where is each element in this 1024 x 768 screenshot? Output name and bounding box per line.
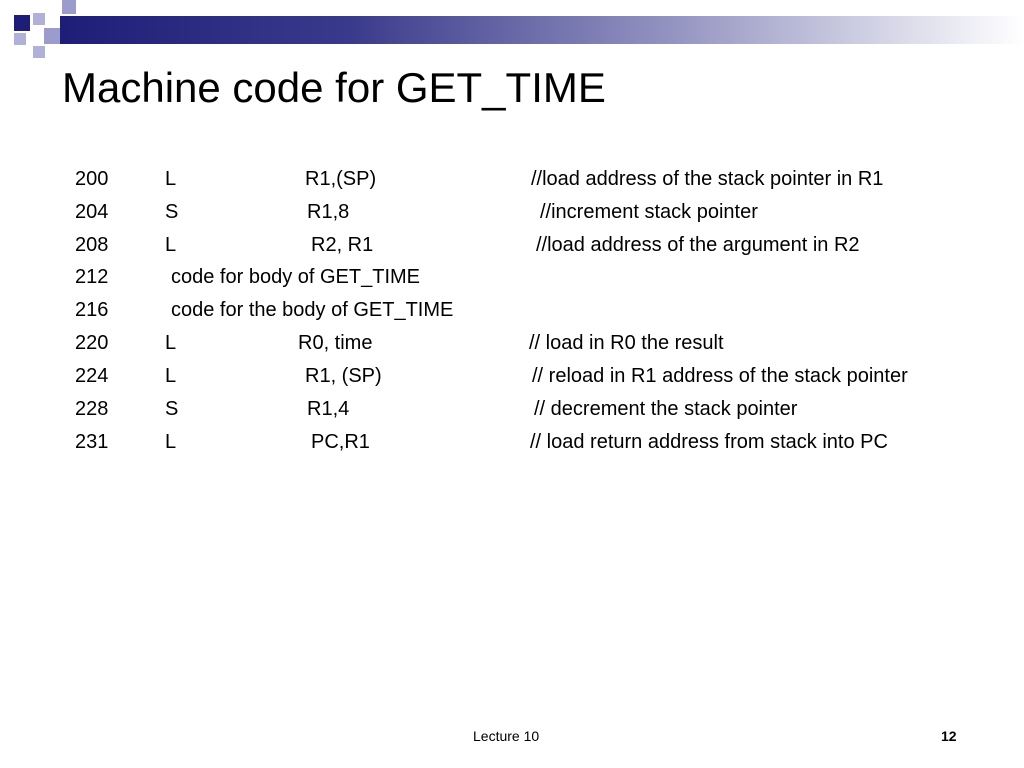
code-operands: R1,4 bbox=[307, 398, 350, 420]
code-operands: R0, time bbox=[298, 332, 373, 354]
code-comment: // load in R0 the result bbox=[529, 332, 724, 354]
code-operands: R1, (SP) bbox=[305, 365, 382, 387]
code-operands: PC,R1 bbox=[311, 431, 370, 453]
decor-square-light-3 bbox=[14, 33, 26, 45]
code-operands: R1,(SP) bbox=[305, 168, 377, 190]
code-address: 228 bbox=[75, 398, 109, 420]
code-opcode: S bbox=[165, 201, 179, 223]
decor-square-light-5 bbox=[33, 46, 45, 58]
code-address: 208 bbox=[75, 234, 109, 256]
decor-square-light-2 bbox=[62, 0, 76, 14]
header-gradient-bar bbox=[60, 16, 1024, 44]
code-body-text: code for body of GET_TIME bbox=[171, 266, 420, 288]
code-comment: // decrement the stack pointer bbox=[534, 398, 798, 420]
code-operands: R2, R1 bbox=[311, 234, 374, 256]
code-opcode: L bbox=[165, 365, 177, 387]
code-opcode: L bbox=[165, 168, 177, 190]
code-comment: // reload in R1 address of the stack pointer bbox=[532, 365, 908, 387]
code-address: 231 bbox=[75, 431, 109, 453]
decor-square-light-1 bbox=[33, 13, 45, 25]
decor-square-light-4 bbox=[44, 28, 60, 44]
code-opcode: S bbox=[165, 398, 179, 420]
page-number: 12 bbox=[941, 728, 957, 744]
code-address: 204 bbox=[75, 201, 109, 223]
code-address: 224 bbox=[75, 365, 109, 387]
code-address: 200 bbox=[75, 168, 109, 190]
decor-square-dark-1 bbox=[14, 15, 30, 31]
code-comment: //increment stack pointer bbox=[540, 201, 758, 223]
code-comment: // load return address from stack into PC bbox=[530, 431, 888, 453]
code-opcode: L bbox=[165, 431, 177, 453]
code-address: 216 bbox=[75, 299, 109, 321]
footer-lecture-label: Lecture 10 bbox=[473, 728, 540, 744]
slide-title: Machine code for GET_TIME bbox=[62, 64, 606, 111]
code-address: 220 bbox=[75, 332, 109, 354]
code-comment: //load address of the argument in R2 bbox=[536, 234, 860, 256]
code-comment: //load address of the stack pointer in R1 bbox=[531, 168, 884, 190]
code-opcode: L bbox=[165, 332, 177, 354]
code-address: 212 bbox=[75, 266, 109, 288]
code-opcode: L bbox=[165, 234, 177, 256]
code-operands: R1,8 bbox=[307, 201, 350, 223]
code-body-text: code for the body of GET_TIME bbox=[171, 299, 454, 321]
